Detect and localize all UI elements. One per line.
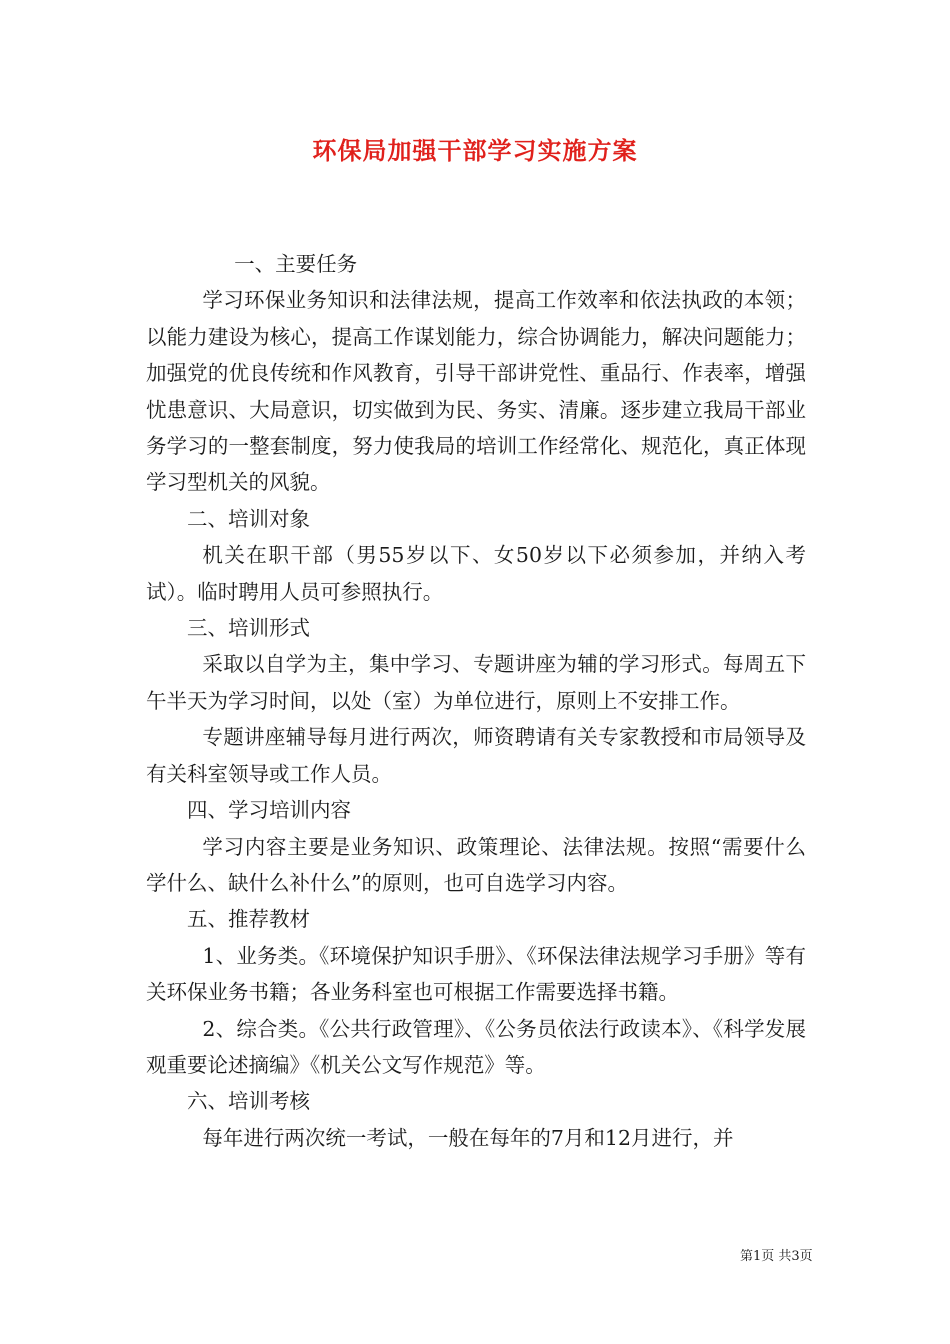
section-heading: 一、主要任务 xyxy=(234,252,358,276)
paragraph: 2、综合类。《公共行政管理》、《公务员依法行政读本》、《科学发展观重要论述摘编》《机关公文写作规范》等。 xyxy=(146,1016,806,1077)
section-heading: 二、培训对象 xyxy=(187,506,310,531)
section-heading: 三、培训形式 xyxy=(187,616,310,641)
document-body xyxy=(146,246,806,1156)
paragraph: 1、业务类。《环境保护知识手册》、《环保法律法规学习手册》等有关环保业务书籍；各业务科室也可根据工作需要选择书籍。 xyxy=(146,943,806,1005)
section-heading: 六、培训考核 xyxy=(187,1089,310,1114)
section-heading: 五、推荐教材 xyxy=(187,907,310,932)
paragraph: 专题讲座辅导每月进行两次，师资聘请有关专家教授和市局领导及有关科室领导或工作人员。 xyxy=(146,725,806,786)
document-title: 环保局加强干部学习实施方案 xyxy=(312,136,638,165)
paragraph: 采取以自学为主，集中学习、专题讲座为辅的学习形式。每周五下午半天为学习时间，以处（室）为单位进行，原则上不安排工作。 xyxy=(146,652,806,713)
paragraph: 机关在职干部（男55岁以下、女50岁以下必须参加，并纳入考试）。临时聘用人员可参照执行。 xyxy=(146,543,806,604)
paragraph: 每年进行两次统一考试，一般在每年的7月和12月进行，并 xyxy=(202,1125,734,1150)
paragraph: 学习环保业务知识和法律法规，提高工作效率和依法执政的本领；以能力建设为核心，提高工作谋划能力，综合协调能力，解决问题能力；加强党的优良传统和作风教育，引导干部讲党性、重品行、作表率，增强忧患意识、大局意识，切实做到为民、务实、清廉。逐步建立我局干部业务学习的一整套制度，努力使我局的培训工作经常化、规范化，真正体现学习型机关的风貌。 xyxy=(146,288,806,495)
section-heading: 四、学习培训内容 xyxy=(187,798,351,823)
paragraph: 学习内容主要是业务知识、政策理论、法律法规。按照“需要什么学什么、缺什么补什么”的原则，也可自选学习内容。 xyxy=(146,834,806,895)
page-number: 第1页 共3页 xyxy=(740,1249,813,1264)
